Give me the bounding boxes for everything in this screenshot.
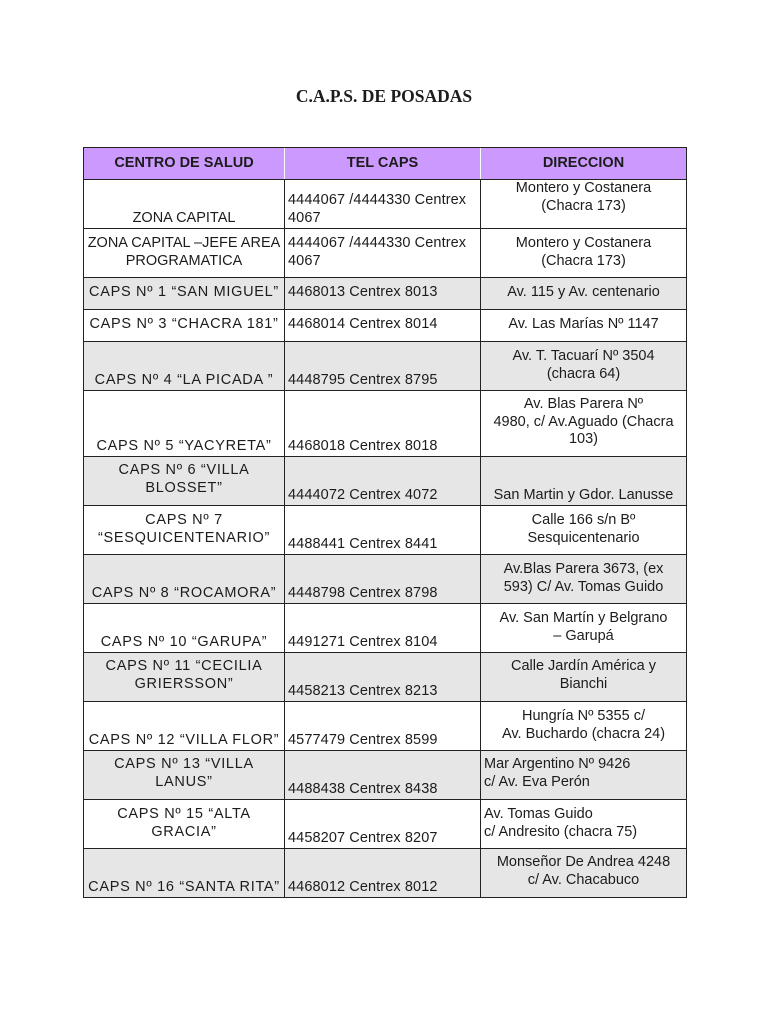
cell-centro: CAPS Nº 12 “VILLA FLOR” — [84, 702, 285, 751]
cell-direccion: Montero y Costanera (Chacra 173) — [481, 229, 687, 278]
table-row — [84, 457, 687, 506]
cell-tel: 4468014 Centrex 8014 — [285, 310, 481, 342]
cell-centro: CAPS Nº 7 “SESQUICENTENARIO” — [84, 506, 285, 555]
cell-tel: 4491271 Centrex 8104 — [285, 604, 481, 653]
table-row — [84, 800, 687, 849]
cell-tel: 4444067 /4444330 Centrex 4067 — [285, 180, 481, 229]
cell-direccion: Hungría Nº 5355 c/ Av. Buchardo (chacra 24) — [481, 702, 687, 751]
cell-direccion: Calle 166 s/n Bº Sesquicentenario — [481, 506, 687, 555]
table-row — [84, 751, 687, 800]
cell-direccion: Av. Blas Parera Nº 4980, c/ Av.Aguado (Chacra 103) — [481, 391, 687, 457]
cell-direccion: Montero y Costanera (Chacra 173) — [481, 180, 687, 229]
cell-tel: 4458207 Centrex 8207 — [285, 800, 481, 849]
table-row — [84, 342, 687, 391]
cell-tel: 4488438 Centrex 8438 — [285, 751, 481, 800]
header-tel-caps: TEL CAPS — [285, 148, 481, 180]
cell-tel: 4468012 Centrex 8012 — [285, 849, 481, 898]
cell-direccion: Av. T. Tacuarí Nº 3504 (chacra 64) — [481, 342, 687, 391]
cell-tel: 4468013 Centrex 8013 — [285, 278, 481, 310]
table-row — [84, 391, 687, 457]
cell-direccion: Monseñor De Andrea 4248 c/ Av. Chacabuco — [481, 849, 687, 898]
cell-centro: CAPS Nº 1 “SAN MIGUEL” — [84, 278, 285, 310]
cell-direccion: Mar Argentino Nº 9426 c/ Av. Eva Perón — [481, 751, 687, 800]
cell-tel: 4488441 Centrex 8441 — [285, 506, 481, 555]
cell-tel: 4458213 Centrex 8213 — [285, 653, 481, 702]
cell-centro: CAPS Nº 11 “CECILIA GRIERSSON” — [84, 653, 285, 702]
table-row — [84, 506, 687, 555]
cell-direccion: Av. Las Marías Nº 1147 — [481, 310, 687, 342]
cell-tel: 4444072 Centrex 4072 — [285, 457, 481, 506]
table-row — [84, 310, 687, 342]
table-row — [84, 653, 687, 702]
cell-centro: CAPS Nº 13 “VILLA LANUS” — [84, 751, 285, 800]
cell-centro: CAPS Nº 10 “GARUPA” — [84, 604, 285, 653]
header-direccion: DIRECCION — [481, 148, 687, 180]
cell-tel: 4448795 Centrex 8795 — [285, 342, 481, 391]
cell-direccion: Av.Blas Parera 3673, (ex 593) C/ Av. Tomas Guido — [481, 555, 687, 604]
cell-centro: CAPS Nº 15 “ALTA GRACIA” — [84, 800, 285, 849]
cell-tel: 4448798 Centrex 8798 — [285, 555, 481, 604]
cell-direccion: Calle Jardín América y Bianchi — [481, 653, 687, 702]
cell-direccion: Av. San Martín y Belgrano – Garupá — [481, 604, 687, 653]
document-title: C.A.P.S. DE POSADAS — [295, 86, 473, 106]
table-row — [84, 180, 687, 229]
cell-direccion: Av. Tomas Guido c/ Andresito (chacra 75) — [481, 800, 687, 849]
cell-direccion: Av. 115 y Av. centenario — [481, 278, 687, 310]
cell-centro: CAPS Nº 4 “LA PICADA ” — [84, 342, 285, 391]
cell-tel: 4577479 Centrex 8599 — [285, 702, 481, 751]
cell-centro: CAPS Nº 8 “ROCAMORA” — [84, 555, 285, 604]
cell-centro: ZONA CAPITAL –JEFE AREA PROGRAMATICA — [84, 229, 285, 278]
cell-tel: 4444067 /4444330 Centrex 4067 — [285, 229, 481, 278]
cell-centro: CAPS Nº 6 “VILLA BLOSSET” — [84, 457, 285, 506]
cell-centro: CAPS Nº 5 “YACYRETA” — [84, 391, 285, 457]
table-row — [84, 229, 687, 278]
table-header — [84, 148, 687, 180]
table-row — [84, 702, 687, 751]
table-row — [84, 849, 687, 898]
cell-tel: 4468018 Centrex 8018 — [285, 391, 481, 457]
table-row — [84, 278, 687, 310]
table-row — [84, 555, 687, 604]
caps-table — [83, 147, 687, 898]
cell-centro: CAPS Nº 3 “CHACRA 181” — [84, 310, 285, 342]
cell-direccion: San Martin y Gdor. Lanusse — [481, 457, 687, 506]
cell-centro: ZONA CAPITAL — [84, 180, 285, 229]
cell-centro: CAPS Nº 16 “SANTA RITA” — [84, 849, 285, 898]
table-row — [84, 604, 687, 653]
header-centro-de-salud: CENTRO DE SALUD — [84, 148, 285, 180]
